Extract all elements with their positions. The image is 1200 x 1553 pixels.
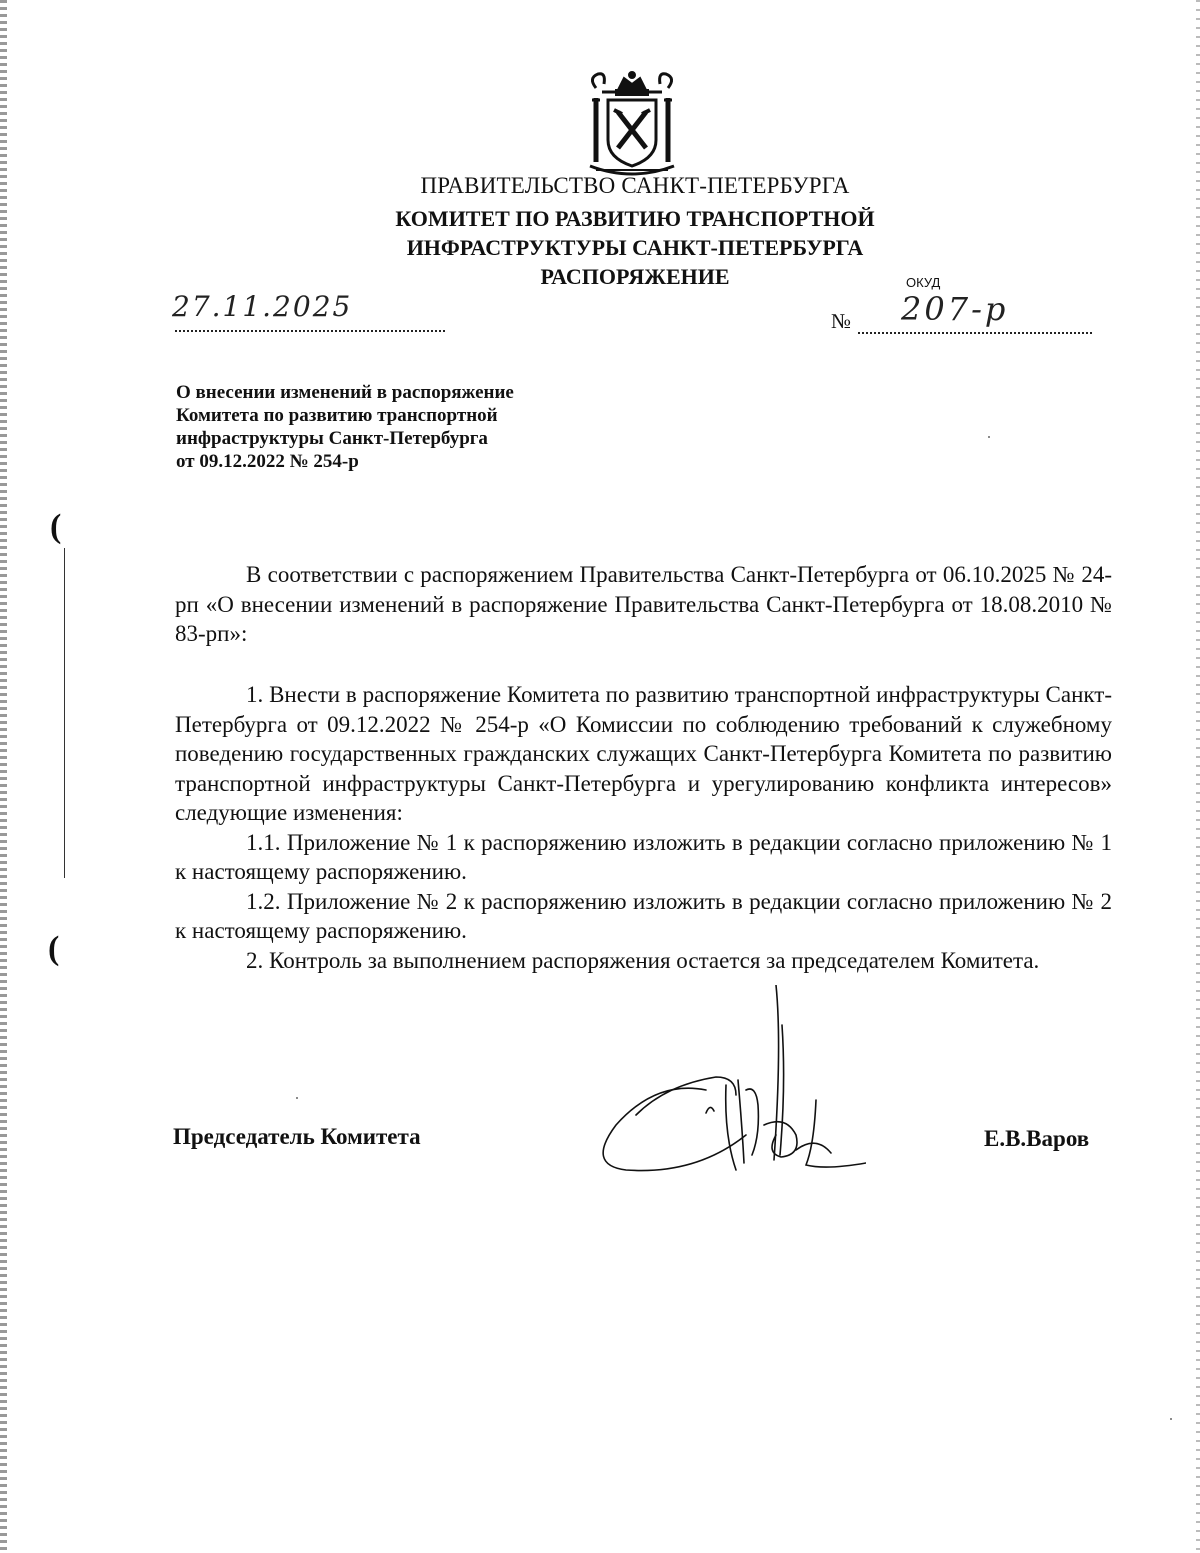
- binder-margin-line: [64, 548, 65, 878]
- intro-paragraph: В соответствии с распоряжением Правительства Санкт-Петербурга от 06.10.2025 № 24-рп «О внесении изменений в распоряжение Правительства Санкт-Петербурга от 18.08.2010 № 83-рп»:: [175, 562, 1112, 646]
- handwritten-signature: [586, 985, 866, 1195]
- item-1-2-paragraph: 1.2. Приложение № 2 к распоряжению изложить в редакции согласно приложению № 2 к настоящему распоряжению.: [175, 888, 1112, 943]
- document-subject: [176, 381, 646, 473]
- scan-speck: [296, 1097, 298, 1099]
- signatory-name: Е.В.Варов: [984, 1126, 1090, 1151]
- handwritten-date: 27.11.2025: [172, 290, 353, 323]
- item-2-paragraph: 2. Контроль за выполнением распоряжения остается за председателем Комитета.: [246, 947, 1040, 973]
- document-type-title: РАСПОРЯЖЕНИЕ: [540, 264, 730, 289]
- okud-label: ОКУД: [906, 275, 941, 290]
- binder-hole-mark-top: (: [50, 508, 62, 545]
- committee-name-line-1: КОМИТЕТ ПО РАЗВИТИЮ ТРАНСПОРТНОЙ: [395, 206, 875, 231]
- coat-of-arms-emblem: [582, 70, 682, 178]
- signatory-title: Председатель Комитета: [173, 1124, 421, 1149]
- subject-line-3: инфраструктуры Санкт-Петербурга: [176, 428, 488, 449]
- committee-name: [0, 204, 1200, 262]
- scan-speck: [1170, 1418, 1172, 1420]
- committee-name-line-2: ИНФРАСТРУКТУРЫ САНКТ-ПЕТЕРБУРГА: [406, 235, 864, 260]
- government-name: ПРАВИТЕЛЬСТВО САНКТ-ПЕТЕРБУРГА: [420, 173, 850, 198]
- item-1-paragraph: 1. Внести в распоряжение Комитета по развитию транспортной инфраструктуры Санкт-Петербурга от 09.12.2022 № 254-р «О Комиссии по соблюдению требований к служебному поведению государственных гражданских служащих Санкт-Петербурга Комитета по развитию транспортной инфраструктуры Санкт-Петербурга и урегулированию конфликта интересов» следующие изменения:: [175, 682, 1112, 825]
- scan-speck: [988, 436, 990, 438]
- number-sign-label: №: [831, 309, 852, 333]
- binder-hole-mark-bottom: (: [48, 930, 60, 967]
- item-1-1-paragraph: 1.1. Приложение № 1 к распоряжению изложить в редакции согласно приложению № 1 к настоящему распоряжению.: [175, 829, 1112, 884]
- order-items: [175, 680, 1112, 975]
- subject-line-2: Комитета по развитию транспортной: [176, 405, 498, 426]
- handwritten-number: 207-р: [901, 290, 1009, 328]
- subject-line-4: от 09.12.2022 № 254-р: [176, 451, 359, 472]
- subject-line-1: О внесении изменений в распоряжение: [176, 382, 514, 403]
